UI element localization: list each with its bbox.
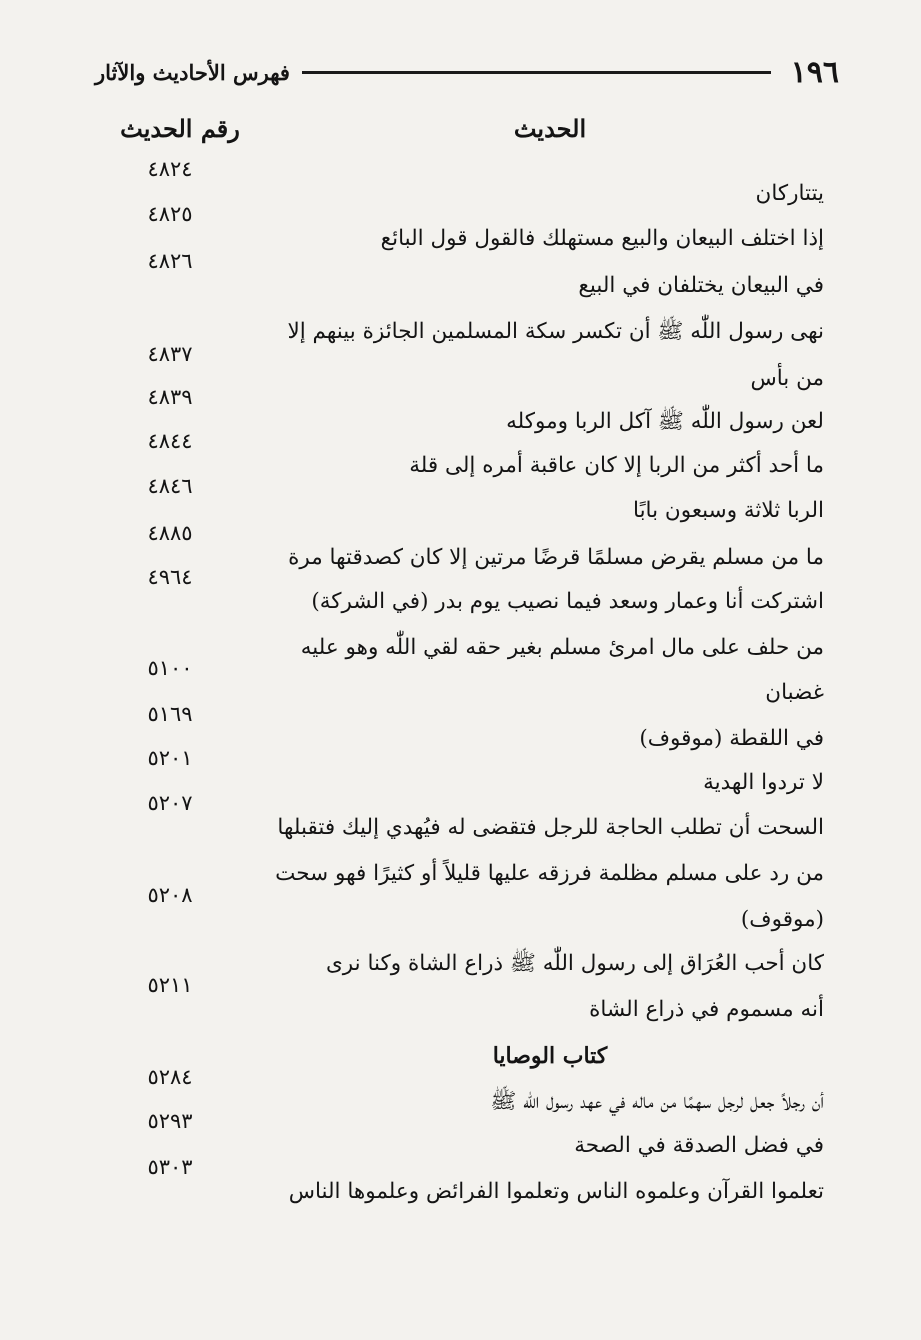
hadith-number: ٤٨٢٤ [147,157,193,181]
hadith-text: اشتركت أنا وعمار وسعد فيما نصيب يوم بدر (في الشركة) [311,589,824,614]
header-rule [302,71,771,74]
hadith-text: (موقوف) [740,907,824,932]
hadith-number: ٤٩٦٤ [147,565,193,589]
hadith-text: إذا اختلف البيعان والبيع مستهلك فالقول قول البائع [380,226,824,251]
hadith-text: لا تردوا الهدية [703,770,824,795]
hadith-text: من بأس [750,366,824,391]
section-title: كتاب الوصايا [492,1043,608,1069]
hadith-text: لعن رسول اللّٰه ﷺ آكل الربا وموكله [506,409,824,434]
hadith-text: من رد على مسلم مظلمة فرزقه عليها قليلاً أو كثيرًا فهو سحت [275,861,824,886]
hadith-number: ٥١٦٩ [147,702,193,726]
running-title: فهرس الأحاديث والآثار [95,59,290,85]
index-line [0,883,921,942]
hadith-text: في فضل الصدقة في الصحة [574,1133,824,1158]
index-line [0,1155,921,1214]
hadith-text: تعلموا القرآن وعلموه الناس وتعلموا الفرائض وعلموها الناس [288,1179,824,1204]
hadith-number: ٥٢٩٣ [147,1109,193,1133]
hadith-number: ٤٨٨٥ [147,521,193,545]
hadith-text: ما أحد أكثر من الربا إلا كان عاقبة أمره إلى قلة [409,453,824,478]
hadith-number: ٥٢١١ [147,973,193,997]
hadith-number: ٥٢٠١ [147,746,193,770]
hadith-text: الربا ثلاثة وسبعون بابًا [633,498,824,523]
column-heading-hadith: الحديث [513,114,587,143]
column-heading-number: رقم الحديث [120,114,240,143]
hadith-number: ٤٨٢٥ [147,202,193,226]
hadith-text: في اللقطة (موقوف) [639,726,824,751]
hadith-text: ما من مسلم يقرض مسلمًا قرضًا مرتين إلا كان كصدقتها مرة [288,545,824,570]
hadith-text: أن رجلاً جعل لرجل سهمًا من ماله في عهد رسول اللّٰه ﷺ [490,1089,824,1114]
hadith-number: ٥٢٨٤ [147,1065,193,1089]
hadith-text: السحت أن تطلب الحاجة للرجل فتقضى له فيُهدي إليك فتقبلها [277,815,824,840]
index-line [0,791,921,850]
hadith-number: ٤٨٤٤ [147,429,193,453]
hadith-number: ٤٨٣٩ [147,385,193,409]
hadith-number: ٤٨٢٦ [147,249,193,273]
hadith-number: ٥٣٠٣ [147,1155,193,1179]
hadith-text: من حلف على مال امرئ مسلم بغير حقه لقي اللّٰه وهو عليه [300,635,824,660]
hadith-text: نهى رسول اللّٰه ﷺ أن تكسر سكة المسلمين الجائزة بينهم إلا [287,319,824,344]
hadith-text: كان أحب العُرَاق إلى رسول اللّٰه ﷺ ذراع الشاة وكنا نرى [325,951,824,976]
hadith-text: غضبان [765,680,824,705]
page-number: ١٩٦ [790,54,839,90]
hadith-text: يتتاركان [755,181,824,206]
hadith-number: ٥٢٠٧ [147,791,193,815]
hadith-number: ٥٢٠٨ [147,883,193,907]
hadith-number: ٤٨٤٦ [147,474,193,498]
hadith-number: ٤٨٣٧ [147,342,193,366]
page-header [95,52,839,92]
index-line [0,565,921,624]
hadith-text: أنه مسموم في ذراع الشاة [589,997,824,1022]
hadith-number: ٥١٠٠ [147,656,193,680]
index-line [0,973,921,1032]
hadith-text: في البيعان يختلفان في البيع [578,273,824,298]
index-line [0,249,921,308]
